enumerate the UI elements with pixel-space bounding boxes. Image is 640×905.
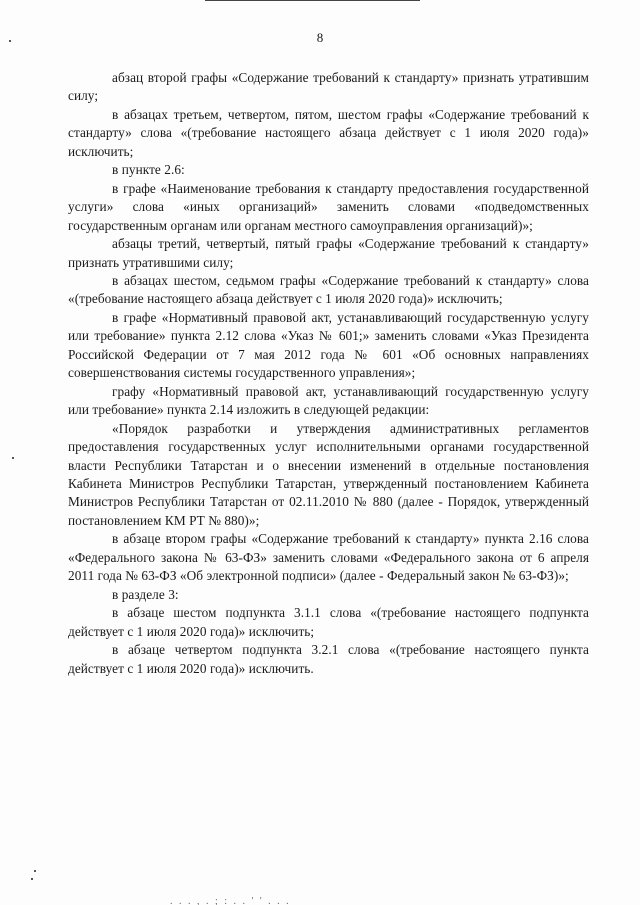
paragraph: графу «Нормативный правовой акт, устанавливающий государственную услугу или требование» пункта 2.14 изложить в следующей редакции:: [68, 383, 589, 418]
paragraph: в абзацах третьем, четвертом, пятом, шестом графы «Содержание требований к стандарту» слова «(требование настоящего абзаца действует с 1 июля 2020 года)» исключить;: [68, 106, 589, 159]
paragraph: «Порядок разработки и утверждения административных регламентов предоставления государственных услуг исполнительными органами государственной власти Республики Татарстан и о внесении изменений в отдельные постановления Кабинета Министров Республики Татарстан, утвержденный постановлением Кабинета Министров Республики Татарстан от 02.11.2010 № 880 (далее - Порядок, утвержденный постановлением КМ РТ № 880)»;: [68, 420, 589, 528]
cropped-footer-artifact: . . . , . ; : . . ' ' . . .: [170, 897, 291, 905]
paragraph: в абзаце четвертом подпункта 3.2.1 слова «(требование настоящего пункта действует с 1 июля 2020 года)» исключить.: [68, 642, 589, 676]
paragraph: в разделе 3:: [112, 586, 179, 602]
scan-artifact: [34, 870, 36, 872]
document-body: [68, 69, 589, 678]
paragraph: в графе «Нормативный правовой акт, устанавливающий государственную услугу или требование» пункта 2.12 слова «Указ № 601;» заменить словами «Указ Президента Российской Федерации от 7 мая 2012 года № 601 «Об основных направлениях совершенствования системы государственного управления»;: [68, 309, 589, 381]
paragraph: в абзаце шестом подпункта 3.1.1 слова «(требование настоящего подпункта действует с 1 июля 2020 года)» исключить;: [68, 605, 589, 639]
paragraph: в пункте 2.6:: [112, 162, 185, 178]
paragraph: абзацы третий, четвертый, пятый графы «Содержание требований к стандарту» признать утратившими силу;: [68, 236, 589, 270]
paragraph: в абзацах шестом, седьмом графы «Содержание требований к стандарту» слова «(требование настоящего абзаца действует с 1 июля 2020 года)» исключить;: [68, 272, 589, 307]
page-number: 8: [316, 30, 324, 45]
top-edge-line: [205, 0, 420, 1]
paragraph: в графе «Наименование требования к стандарту предоставления государственной услуги» слова «иных организаций» заменить словами «подведомственных государственным органам или органам местного самоуправления организаций)»;: [68, 180, 589, 233]
scan-artifact: [12, 457, 14, 459]
scan-artifact: [31, 878, 33, 880]
paragraph: в абзаце втором графы «Содержание требований к стандарту» пункта 2.16 слова «Федерального закона № 63-ФЗ» заменить словами «Федерального закона от 6 апреля 2011 года № 63-ФЗ «Об электронной подписи» (далее - Федеральный закон № 63-ФЗ)»;: [68, 531, 589, 584]
paragraph: абзац второй графы «Содержание требований к стандарту» признать утратившим силу;: [68, 70, 589, 104]
